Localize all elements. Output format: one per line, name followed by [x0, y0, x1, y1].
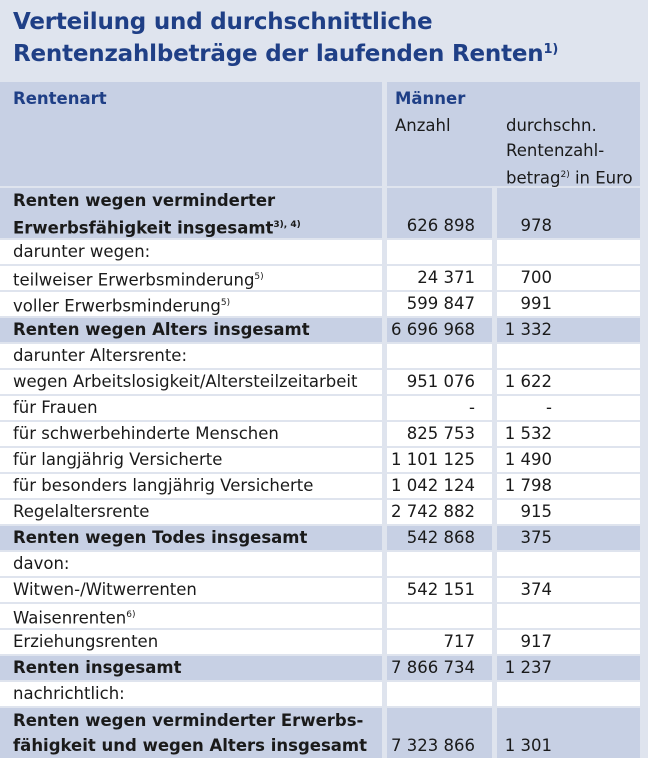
- table-row-12-anzahl: 2 742 882: [391, 502, 475, 521]
- table-row-5-label: [13, 317, 310, 342]
- table-row-14-label: [13, 551, 69, 576]
- table-row-1-betrag: 978: [520, 216, 552, 235]
- header-rentenart: Rentenart: [13, 89, 107, 108]
- header-betrag-1: durchschn.: [506, 116, 597, 135]
- header-betrag-2: Rentenzahl-: [506, 141, 605, 160]
- table-row-5-anzahl: 6 696 968: [391, 320, 475, 339]
- table-row-17-label: [13, 629, 158, 654]
- table-row-1-label: [13, 213, 301, 241]
- table-row-8-betrag: -: [546, 398, 552, 417]
- table-row-13-anzahl: 542 868: [406, 528, 475, 547]
- header-betrag-3: [506, 163, 633, 191]
- table-row-17-label-text: Erziehungsrenten: [13, 632, 159, 651]
- table-row-8-label-cell: [0, 396, 382, 420]
- table-row-3-label-cell: [0, 266, 382, 290]
- table-row-11-betrag: 1 798: [504, 476, 552, 495]
- table-row-12-betrag-cell: [497, 500, 640, 524]
- header-cell-rentenart: [0, 82, 382, 186]
- table-row-18-label-text: Renten insgesamt: [13, 658, 182, 677]
- table-row-12-betrag: 915: [520, 502, 552, 521]
- table-row-6-betrag-cell: [497, 344, 640, 368]
- table-row-8-label: [13, 395, 98, 420]
- table-row-2-betrag-cell: [497, 240, 640, 264]
- table-row-13-betrag-cell: [497, 526, 640, 550]
- table-row-19-anzahl-cell: [387, 682, 492, 706]
- table-row-3-betrag-cell: [497, 266, 640, 290]
- table-row-1-anzahl: 626 898: [406, 216, 475, 235]
- table-row-17-label-cell: [0, 630, 382, 654]
- table-row-10-anzahl-cell: [387, 448, 492, 472]
- table-row-1-anzahl-cell: [387, 188, 492, 238]
- table-row-5-betrag: 1 332: [504, 320, 552, 339]
- table-row-14-label-cell: [0, 552, 382, 576]
- table-row-18-label: [13, 655, 181, 680]
- table-row-17-betrag-cell: [497, 630, 640, 654]
- table-row-7-betrag-cell: [497, 370, 640, 394]
- table-row-13-label-text: Renten wegen Todes insgesamt: [13, 528, 308, 547]
- table-row-12-anzahl-cell: [387, 500, 492, 524]
- table-row-10-label-text: für langjährig Versicherte: [13, 450, 223, 469]
- table-row-20-betrag-cell: [497, 708, 640, 758]
- table-row-9-label: [13, 421, 279, 446]
- table-row-2-anzahl-cell: [387, 240, 492, 264]
- title-footnote: 1): [543, 42, 559, 57]
- table-row-6-label-text: darunter Altersrente:: [13, 346, 188, 365]
- table-row-5-betrag-cell: [497, 318, 640, 342]
- table-row-13-label: [13, 525, 307, 550]
- table-row-11-label-text: für besonders langjährig Versicherte: [13, 476, 314, 495]
- table-row-3-betrag: 700: [520, 268, 552, 287]
- title-line-1: Verteilung und durchschnittliche: [13, 9, 433, 35]
- title-line-2-text: Rentenzahlbeträge der laufenden Renten: [13, 41, 544, 67]
- table-row-15-betrag-cell: [497, 578, 640, 602]
- table-row-7-anzahl: 951 076: [406, 372, 475, 391]
- table-row-7-label: [13, 369, 358, 394]
- table-row-6-label: [13, 343, 187, 368]
- table-row-10-betrag-cell: [497, 448, 640, 472]
- table-row-18-betrag: 1 237: [504, 658, 552, 677]
- table-row-10-anzahl: 1 101 125: [391, 450, 475, 469]
- table-row-6-label-cell: [0, 344, 382, 368]
- header-betrag-3a: betrag: [506, 168, 561, 188]
- table-row-11-label-cell: [0, 474, 382, 498]
- header-betrag-fn: 2): [560, 170, 570, 180]
- table-row-4-footnote: 5): [220, 298, 231, 308]
- header-maenner: Männer: [395, 89, 466, 108]
- table-row-1-betrag-cell: [497, 188, 640, 238]
- table-row-5-label-cell: [0, 318, 382, 342]
- table-row-16-label-text: Waisenrenten: [13, 608, 127, 628]
- table-row-3-anzahl: 24 371: [417, 268, 475, 287]
- table-row-1-label-cell: [0, 188, 382, 238]
- table-row-14-anzahl-cell: [387, 552, 492, 576]
- table-row-19-label-cell: [0, 682, 382, 706]
- table-row-7-label-text: wegen Arbeitslosigkeit/Altersteilzeitarbeit: [13, 372, 358, 391]
- table-row-10-label-cell: [0, 448, 382, 472]
- table-row-18-anzahl-cell: [387, 656, 492, 680]
- table-row-6-anzahl-cell: [387, 344, 492, 368]
- header-anzahl: Anzahl: [395, 116, 451, 135]
- table-row-12-label: [13, 499, 149, 524]
- table-row-16-label: [13, 603, 136, 631]
- table-row-14-betrag-cell: [497, 552, 640, 576]
- table-row-9-label-cell: [0, 422, 382, 446]
- table-row-20-label: [13, 733, 367, 758]
- table-row-4-betrag: 991: [520, 294, 552, 313]
- table-row-3-label-text: teilweiser Erwerbsminderung: [13, 270, 255, 290]
- table-row-12-label-text: Regelaltersrente: [13, 502, 150, 521]
- table-row-1-label: [13, 188, 275, 213]
- table-row-9-betrag: 1 532: [504, 424, 552, 443]
- table-row-18-anzahl: 7 866 734: [391, 658, 475, 677]
- table-row-19-label: [13, 681, 125, 706]
- table-row-12-label-cell: [0, 500, 382, 524]
- table-row-10-label: [13, 447, 222, 472]
- table-row-4-anzahl-cell: [387, 292, 492, 316]
- table-row-9-betrag-cell: [497, 422, 640, 446]
- table-row-11-label: [13, 473, 313, 498]
- title-line-2: [13, 38, 643, 70]
- table-row-18-betrag-cell: [497, 656, 640, 680]
- table-row-3-footnote: 5): [254, 272, 264, 282]
- table-row-3-label: [13, 265, 264, 293]
- table-row-4-label-text: voller Erwerbsminderung: [13, 296, 221, 316]
- table-row-9-anzahl-cell: [387, 422, 492, 446]
- table-row-11-anzahl: 1 042 124: [391, 476, 475, 495]
- pension-table: [0, 82, 648, 755]
- table-row-15-anzahl: 542 151: [406, 580, 475, 599]
- header-betrag-3b: in Euro: [569, 168, 633, 188]
- table-row-19-label-text: nachrichtlich:: [13, 684, 125, 703]
- table-row-1-label-text: Renten wegen verminderter: [13, 191, 276, 210]
- table-row-13-anzahl-cell: [387, 526, 492, 550]
- table-row-13-betrag: 375: [520, 528, 552, 547]
- table-row-20-betrag: 1 301: [504, 736, 552, 755]
- table-row-11-anzahl-cell: [387, 474, 492, 498]
- table-row-15-label-text: Witwen-/Witwerrenten: [13, 580, 197, 599]
- table-row-15-betrag: 374: [520, 580, 552, 599]
- table-row-14-label-text: davon:: [13, 554, 70, 573]
- table-row-4-anzahl: 599 847: [406, 294, 475, 313]
- table-row-17-anzahl: 717: [443, 632, 475, 651]
- table-row-16-footnote: 6): [126, 610, 136, 620]
- table-row-2-label: [13, 239, 150, 264]
- table-row-1-footnote: 3), 4): [273, 220, 301, 230]
- table-row-8-anzahl-cell: [387, 396, 492, 420]
- table-row-3-anzahl-cell: [387, 266, 492, 290]
- table-row-2-label-text: darunter wegen:: [13, 242, 151, 261]
- table-row-16-betrag-cell: [497, 604, 640, 628]
- table-row-7-anzahl-cell: [387, 370, 492, 394]
- table-row-17-betrag: 917: [520, 632, 552, 651]
- table-row-16-label-cell: [0, 604, 382, 628]
- table-row-15-label-cell: [0, 578, 382, 602]
- table-row-18-label-cell: [0, 656, 382, 680]
- table-row-8-label-text: für Frauen: [13, 398, 98, 417]
- table-row-7-betrag: 1 622: [504, 372, 552, 391]
- table-row-7-label-cell: [0, 370, 382, 394]
- table-row-20-label: [13, 708, 363, 733]
- table-row-15-anzahl-cell: [387, 578, 492, 602]
- table-row-2-label-cell: [0, 240, 382, 264]
- table-row-16-anzahl-cell: [387, 604, 492, 628]
- table-row-20-label-text: fähigkeit und wegen Alters insgesamt: [13, 736, 367, 755]
- table-row-20-anzahl-cell: [387, 708, 492, 758]
- table-row-5-label-text: Renten wegen Alters insgesamt: [13, 320, 310, 339]
- table-row-9-anzahl: 825 753: [406, 424, 475, 443]
- table-row-20-label-text: Renten wegen verminderter Erwerbs-: [13, 711, 364, 730]
- table-row-8-betrag-cell: [497, 396, 640, 420]
- table-row-1-label-text: Erwerbsfähigkeit insgesamt: [13, 218, 274, 238]
- table-row-10-betrag: 1 490: [504, 450, 552, 469]
- table-row-13-label-cell: [0, 526, 382, 550]
- table-row-9-label-text: für schwerbehinderte Menschen: [13, 424, 279, 443]
- table-row-4-betrag-cell: [497, 292, 640, 316]
- table-row-20-anzahl: 7 323 866: [391, 736, 475, 755]
- table-row-17-anzahl-cell: [387, 630, 492, 654]
- table-row-8-anzahl: -: [469, 398, 475, 417]
- table-row-20-label-cell: [0, 708, 382, 758]
- table-row-4-label-cell: [0, 292, 382, 316]
- table-row-15-label: [13, 577, 197, 602]
- table-row-4-label: [13, 291, 230, 319]
- header-cell-maenner: [387, 82, 640, 186]
- table-row-5-anzahl-cell: [387, 318, 492, 342]
- page-title: [13, 6, 643, 70]
- table-row-19-betrag-cell: [497, 682, 640, 706]
- table-row-11-betrag-cell: [497, 474, 640, 498]
